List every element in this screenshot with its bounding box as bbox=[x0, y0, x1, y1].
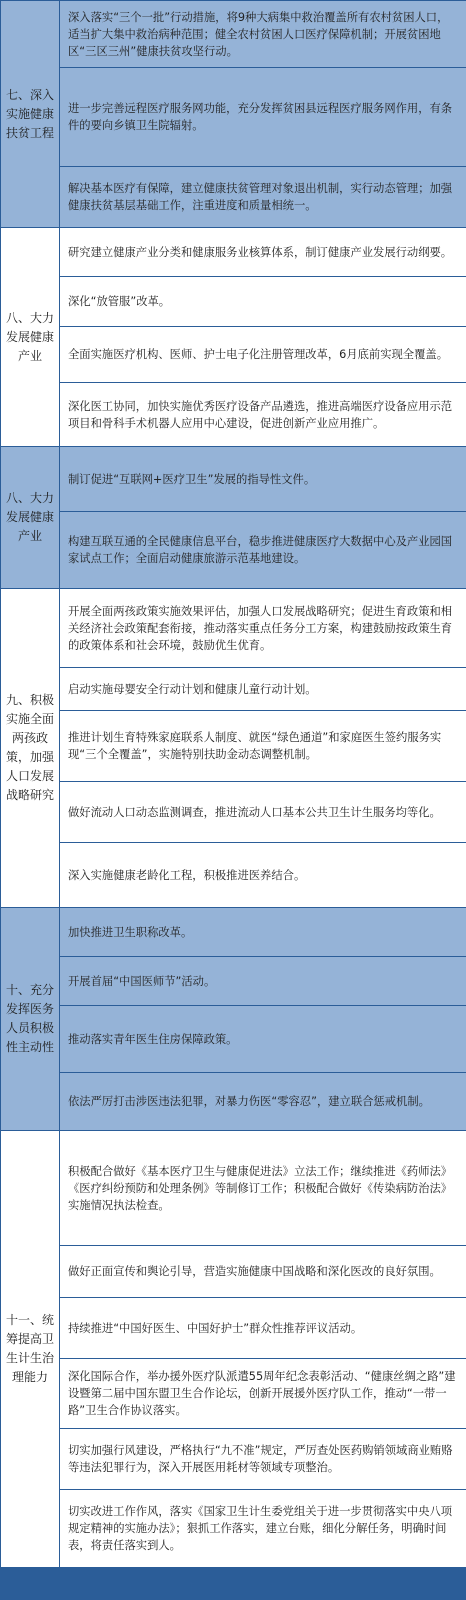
task-cell: 深入落实“三个一批”行动措施，将9种大病集中救治覆盖所有农村贫困人口，适当扩大集中救治病种范围；健全农村贫困人口医疗保障机制；开展贫困地区“三区三州”健康扶贫攻坚行动。 bbox=[60, 1, 466, 67]
task-cell: 深入实施健康老龄化工程，积极推进医养结合。 bbox=[60, 843, 466, 907]
task-cell: 推动落实青年医生住房保障政策。 bbox=[60, 1006, 466, 1072]
task-cell: 研究建立健康产业分类和健康服务业核算体系，制订健康产业发展行动纲要。 bbox=[60, 228, 466, 276]
task-cell: 进一步完善远程医疗服务网功能，充分发挥贫困县远程医疗服务网作用，有条件的要向乡镇卫生院辐射。 bbox=[60, 68, 466, 166]
task-cell: 加快推进卫生职称改革。 bbox=[60, 908, 466, 956]
task-cell: 切实加强行风建设，严格执行“九不准”规定，严厉查处医药购销领域商业贿赂等违法犯罪行为，深入开展医用耗材等领域专项整治。 bbox=[60, 1429, 466, 1489]
section-label: 八、大力 发展健康 产业 bbox=[1, 228, 59, 446]
section-label: 八、大力 发展健康 产业 bbox=[1, 447, 59, 588]
task-cell: 制订促进“互联网+医疗卫生”发展的指导性文件。 bbox=[60, 447, 466, 511]
task-cell: 切实改进工作作风，落实《国家卫生计生委党组关于进一步贯彻落实中央八项规定精神的实施办法》；狠抓工作落实，建立台账，细化分解任务，明确时间表，将责任落实到人。 bbox=[60, 1490, 466, 1567]
task-cell: 解决基本医疗有保障，建立健康扶贫管理对象退出机制，实行动态管理；加强健康扶贫基层基础工作，注重进度和质量相统一。 bbox=[60, 167, 466, 227]
task-cell: 推进计划生育特殊家庭联系人制度、就医“绿色通道”和家庭医生签约服务实现“三个全覆盖”，实施特别扶助金动态调整机制。 bbox=[60, 711, 466, 781]
task-cell: 做好流动人口动态监测调查，推进流动人口基本公共卫生计生服务均等化。 bbox=[60, 782, 466, 842]
task-cell: 启动实施母婴安全行动计划和健康儿童行动计划。 bbox=[60, 668, 466, 710]
task-cell: 深化医工协同，加快实施优秀医疗设备产品遴选，推进高端医疗设备应用示范项目和骨科手术机器人应用中心建设，促进创新产业应用推广。 bbox=[60, 383, 466, 446]
task-cell: 做好正面宣传和舆论引导，营造实施健康中国战略和深化医改的良好氛围。 bbox=[60, 1246, 466, 1297]
task-cell: 开展首届“中国医师节”活动。 bbox=[60, 957, 466, 1005]
task-cell: 持续推进“中国好医生、中国好护士”群众性推荐评议活动。 bbox=[60, 1298, 466, 1358]
task-cell: 开展全面两孩政策实施效果评估，加强人口发展战略研究；促进生育政策和相关经济社会政策配套衔接，推动落实重点任务分工方案，构建鼓励按政策生育的政策体系和社会环境，鼓励优生优育。 bbox=[60, 589, 466, 667]
task-cell: 深化“放管服”改革。 bbox=[60, 277, 466, 326]
task-cell: 依法严厉打击涉医违法犯罪，对暴力伤医“零容忍”，建立联合惩戒机制。 bbox=[60, 1073, 466, 1130]
section-label: 九、积极 实施全面 两孩政 策，加强 人口发展 战略研究 bbox=[1, 589, 59, 907]
section-label: 十、充分 发挥医务 人员积极 性主动性 bbox=[1, 908, 59, 1130]
section-label: 七、深入 实施健康 扶贫工程 bbox=[1, 1, 59, 227]
task-cell: 全面实施医疗机构、医师、护士电子化注册管理改革，6月底前实现全覆盖。 bbox=[60, 327, 466, 382]
task-cell: 深化国际合作，举办援外医疗队派遣55周年纪念表彰活动、“健康丝绸之路”建设暨第二届中国东盟卫生合作论坛，创新开展援外医疗队工作，推动“一带一路”卫生合作协议落实。 bbox=[60, 1359, 466, 1428]
section-label: 十一、统 筹提高卫 生计生治 理能力 bbox=[1, 1131, 59, 1567]
task-cell: 积极配合做好《基本医疗卫生与健康促进法》立法工作；继续推进《药师法》《医疗纠纷预防和处理条例》等制修订工作；积极配合做好《传染病防治法》实施情况执法检查。 bbox=[60, 1131, 466, 1245]
task-cell: 构建互联互通的全民健康信息平台，稳步推进健康医疗大数据中心及产业园国家试点工作；全面启动健康旅游示范基地建设。 bbox=[60, 512, 466, 588]
